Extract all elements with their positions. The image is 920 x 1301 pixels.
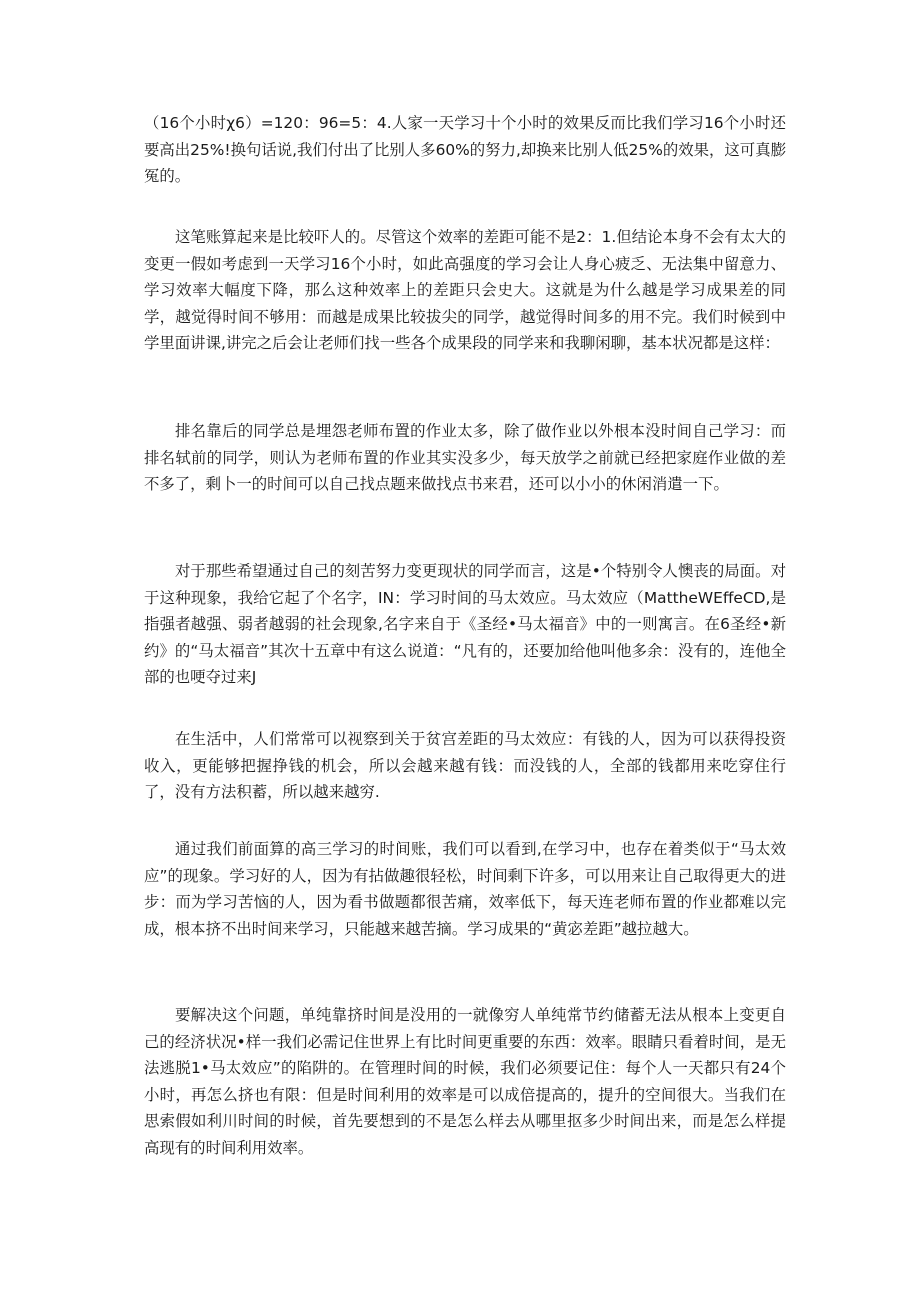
paragraph-text: 要解决这个问题，单纯靠挤时间是没用的一就像穷人单纯常节约储蓄无法从根本上变更自己的经济状况•样一我们必需记住世界上有比时间更重要的东西：效率。眼睛只看着时间，是无法逃脱1•马太效应”的陷阱的。在管理时间的时候，我们必须要记住：每个人一天都只有24个小时，再怎么挤也有限：但是时间利用的效率是可以成倍提高的，提升的空间很大。当我们在思索假如利川时间的时候，首先要想到的不是怎么样去从哪里抠多少时间出来，而是怎么样提高现有的时间利用效率。 — [144, 1006, 786, 1157]
paragraph — [144, 558, 786, 691]
paragraph — [144, 224, 786, 357]
paragraph — [144, 726, 786, 806]
paragraph — [144, 836, 786, 942]
paragraph-text: 对于那些希望通过自己的刻苦努力变更现状的同学而言，这是•个特别令人懊丧的局面。对于这种现象，我给它起了个名字，IN：学习时间的马太效应。马太效应（MattheWEffeCD,是指强者越强、弱者越弱的社会现象,名字来自于《圣经•马太福音》中的一则寓言。在6圣经•新约》的“马太福音”其次十五章中有这么说道：“凡有的，还要加给他叫他多余：没有的，连他全部的也哽夺过来J — [144, 562, 786, 686]
paragraph-text: 在生活中，人们常常可以视察到关于贫宫差距的马太效应：有钱的人，因为可以获得投资收入，更能够把握挣钱的机会，所以会越来越有钱：而没钱的人，全部的钱都用来吃穿住行了，没有方法积蓄，所以越来越穷. — [144, 730, 786, 801]
paragraph — [144, 110, 786, 190]
paragraph-text: 排名靠后的同学总是埋怨老师布置的作业太多，除了做作业以外根本没时间自己学习：而排名轼前的同学，则认为老师布置的作业其实没多少，每天放学之前就已经把家庭作业做的差不多了，剩卜一的时间可以自己找点题来做找点书来君，还可以小小的休闲消遣一下。 — [144, 422, 786, 493]
paragraph-text: 通过我们前面算的高三学习的时间账，我们可以看到,在学习中，也存在着类似于“马太效应”的现象。学习好的人，因为有拈做趣很轻松，时间剩下许多，可以用来让自己取得更大的进步：而为学习苦恼的人，因为看书做题都很苦痛，效率低下，每天连老师布置的作业都难以完成，根本挤不出时间来学习，只能越来越苦摘。学习成果的“黄宓差距”越拉越大。 — [144, 840, 786, 938]
paragraph — [144, 1002, 786, 1161]
paragraph-text: 这笔账算起来是比较吓人的。尽管这个效率的差距可能不是2：1.但结论本身不会有太大的变更一假如考虑到一天学习16个小时，如此高强度的学习会让人身心疲乏、无法集中留意力、学习效率大幅度下降，那么这种效率上的差距只会史大。这就是为什么越是学习成果差的同学，越觉得时间不够用：而越是成果比较拔尖的同学，越觉得时间多的用不完。我们时候到中学里面讲课,讲完之后会让老师们找一些各个成果段的同学来和我聊闲聊，基本状况都是这样： — [144, 228, 786, 352]
paragraph-text: （16个小时χ6）=120：96=5：4.人家一天学习十个小时的效果反而比我们学习16个小时还要高出25%!换句话说,我们付出了比别人多60%的努力,却换来比别人低25%的效果，这可真膨冤的。 — [144, 114, 786, 185]
paragraph — [144, 418, 786, 498]
